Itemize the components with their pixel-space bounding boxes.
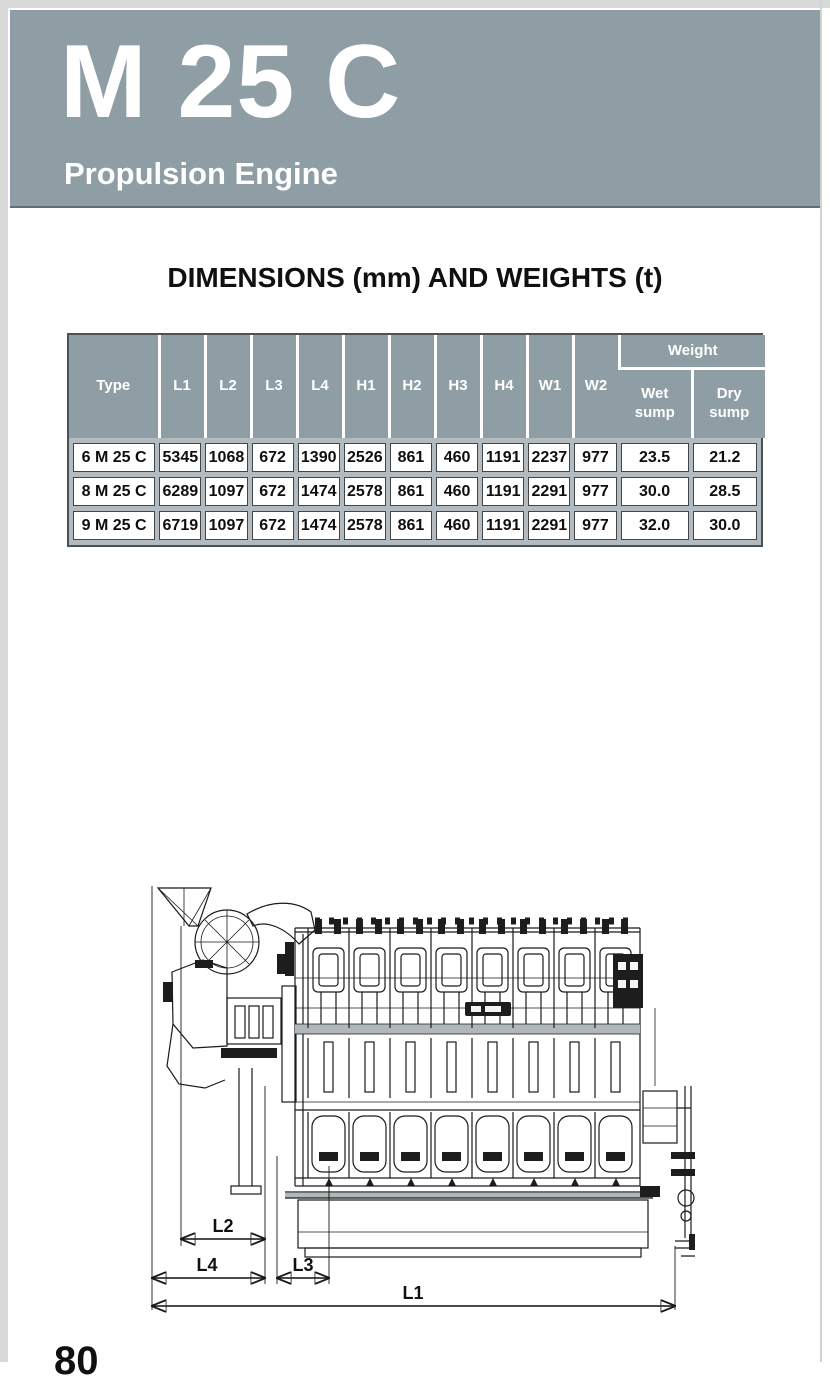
col-header-w2: W2: [573, 335, 619, 438]
cell-value: 30.0: [621, 477, 689, 506]
cell-value: 5345: [159, 443, 201, 472]
dimensions-weights-table: [67, 333, 763, 547]
cell-type: 8 M 25 C: [73, 477, 155, 506]
cell-value: 32.0: [621, 511, 689, 540]
page-subtitle: Propulsion Engine: [64, 156, 338, 191]
dim-label-l4: L4: [196, 1255, 218, 1275]
col-header-h2: H2: [389, 335, 435, 438]
cell-value: 861: [390, 511, 432, 540]
cell-value: 1390: [298, 443, 340, 472]
cell-value: 861: [390, 443, 432, 472]
cell-value: 6289: [159, 477, 201, 506]
col-header-l2: L2: [205, 335, 251, 438]
table-row: [73, 443, 757, 472]
cell-value: 2237: [528, 443, 570, 472]
cell-value: 2291: [528, 477, 570, 506]
cell-value: 28.5: [693, 477, 757, 506]
table-row: [73, 511, 757, 540]
cell-value: 672: [252, 443, 294, 472]
cell-value: 1191: [482, 443, 524, 472]
col-header-l4: L4: [297, 335, 343, 438]
cell-value: 977: [574, 511, 616, 540]
cell-value: 672: [252, 511, 294, 540]
cell-value: 1474: [298, 477, 340, 506]
cell-value: 977: [574, 443, 616, 472]
page-number: 80: [54, 1339, 99, 1383]
cell-value: 1474: [298, 511, 340, 540]
col-header-h4: H4: [481, 335, 527, 438]
cell-value: 1097: [205, 477, 247, 506]
section-title: DIMENSIONS (mm) AND WEIGHTS (t): [167, 262, 663, 293]
crankcase-columns: [308, 1038, 620, 1098]
table-body: [69, 438, 761, 545]
dimension-annotations: [152, 886, 675, 1310]
cell-type: 6 M 25 C: [73, 443, 155, 472]
cell-value: 2578: [344, 477, 386, 506]
table-header: [69, 335, 765, 438]
cell-value: 30.0: [693, 511, 757, 540]
turbocharger: [163, 903, 315, 1194]
page-left-edge: [0, 0, 8, 1362]
col-header-wet-sump: Wet sump: [619, 369, 692, 439]
page-title: M 25 C: [60, 24, 402, 140]
cell-type: 9 M 25 C: [73, 511, 155, 540]
col-header-h1: H1: [343, 335, 389, 438]
engine-side-view-drawing: [135, 856, 695, 1316]
cell-value: 1191: [482, 511, 524, 540]
cell-value: 977: [574, 477, 616, 506]
cell-value: 672: [252, 477, 294, 506]
col-header-h3: H3: [435, 335, 481, 438]
cell-value: 861: [390, 477, 432, 506]
dim-label-l1: L1: [402, 1283, 424, 1303]
cell-value: 1191: [482, 477, 524, 506]
page-right-edge: [820, 0, 822, 1362]
dim-label-l2: L2: [212, 1216, 234, 1236]
title-banner: [10, 10, 820, 208]
col-header-l1: L1: [159, 335, 205, 438]
col-header-type: Type: [69, 335, 159, 438]
crankcase-covers: [295, 1110, 640, 1186]
col-header-weight-group: Weight: [619, 335, 765, 369]
cell-value: 2526: [344, 443, 386, 472]
table-row: [73, 477, 757, 506]
cell-value: 1097: [205, 511, 247, 540]
col-header-l3: L3: [251, 335, 297, 438]
cell-value: 460: [436, 511, 478, 540]
cell-value: 460: [436, 443, 478, 472]
dim-label-l3: L3: [292, 1255, 314, 1275]
cell-value: 2578: [344, 511, 386, 540]
flywheel-end-pumps: [613, 954, 695, 1256]
cell-value: 2291: [528, 511, 570, 540]
oil-sump: [285, 1186, 653, 1257]
page-top-edge: [0, 0, 830, 8]
cell-value: 1068: [205, 443, 247, 472]
engine-nameplate: [465, 1002, 511, 1016]
cell-value: 23.5: [621, 443, 689, 472]
cell-value: 460: [436, 477, 478, 506]
cell-value: 21.2: [693, 443, 757, 472]
cell-value: 6719: [159, 511, 201, 540]
col-header-dry-sump: Dry sump: [692, 369, 765, 439]
col-header-w1: W1: [527, 335, 573, 438]
